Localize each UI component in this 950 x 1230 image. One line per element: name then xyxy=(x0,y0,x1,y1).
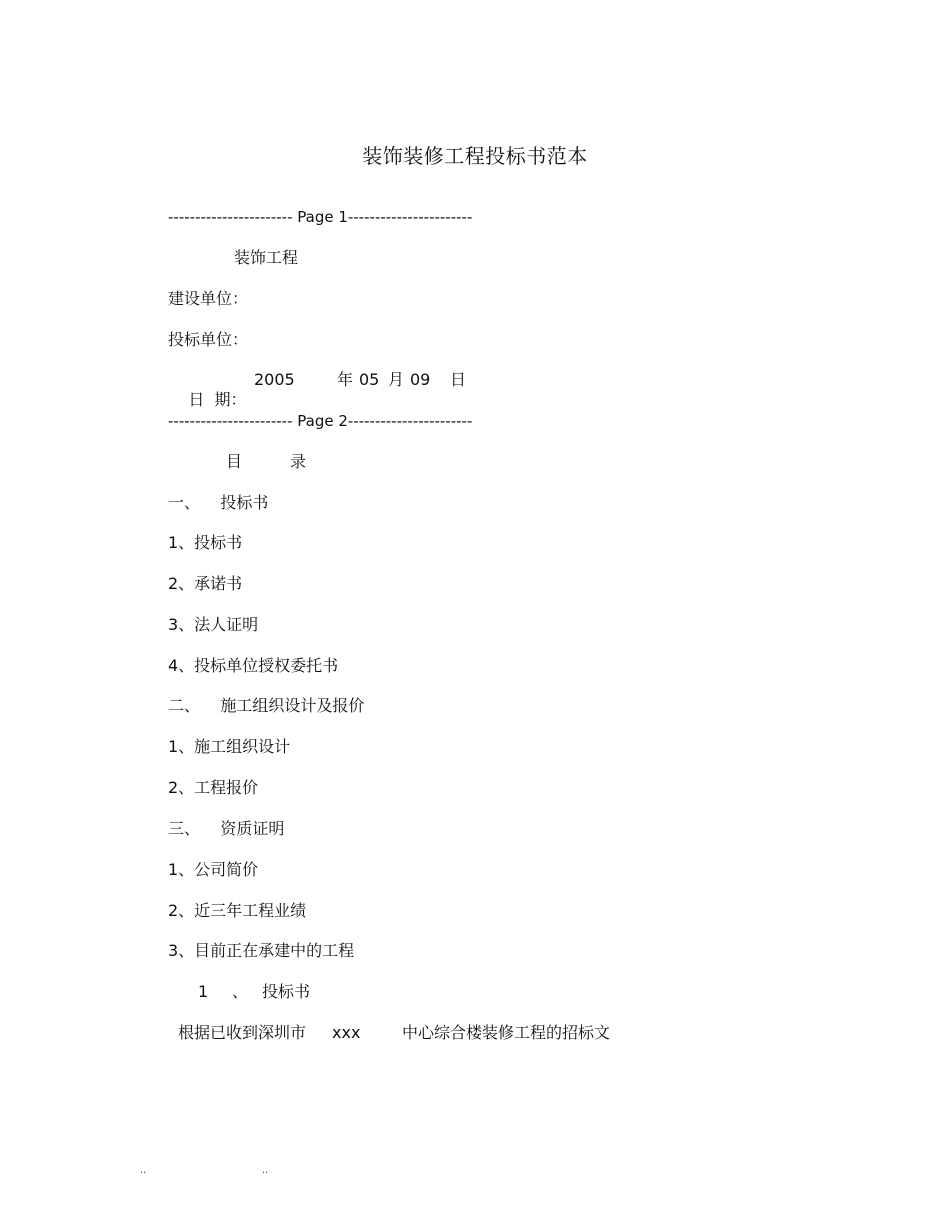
toc-entry: 2、近三年工程业绩 xyxy=(168,901,307,920)
cover-builder-label: 建设单位： xyxy=(168,289,249,308)
date-day-unit: 日 xyxy=(450,370,467,389)
toc-entry: 4、投标单位授权委托书 xyxy=(168,656,339,675)
date-year-unit: 年 xyxy=(337,370,354,389)
section-body-part2: 中心综合楼装修工程的招标文 xyxy=(402,1023,611,1042)
section-heading: 投标书 xyxy=(262,982,311,1001)
document-title: 装饰装修工程投标书范本 xyxy=(362,144,588,168)
page-separator-1: ----------------------- Page 1----------------------- xyxy=(168,208,473,226)
cover-bidder-label: 投标单位： xyxy=(168,330,249,349)
toc-entry: 1、公司简价 xyxy=(168,860,259,879)
toc-entry: 二、 施工组织设计及报价 xyxy=(168,696,365,715)
section-body-part1: 根据已收到深圳市 xyxy=(178,1023,307,1042)
cover-project-name: 装饰工程 xyxy=(234,248,299,267)
date-month: 05 xyxy=(359,370,380,389)
date-day: 09 xyxy=(410,370,431,389)
section-separator: 、 xyxy=(232,982,249,1001)
footer-mark-right: .. xyxy=(262,1165,269,1176)
toc-entry: 2、承诺书 xyxy=(168,574,243,593)
toc-heading-left: 目 xyxy=(226,452,243,471)
toc-entry: 2、工程报价 xyxy=(168,778,259,797)
footer-mark-left: .. xyxy=(140,1165,147,1176)
toc-entry: 1、施工组织设计 xyxy=(168,737,291,756)
section-number: 1 xyxy=(198,982,209,1001)
toc-heading-right: 录 xyxy=(290,452,307,471)
date-year: 2005 xyxy=(254,370,295,389)
toc-entry: 3、法人证明 xyxy=(168,615,259,634)
toc-entry: 三、 资质证明 xyxy=(168,819,285,838)
date-label: 日 期： xyxy=(188,390,247,409)
toc-entry: 3、目前正在承建中的工程 xyxy=(168,941,355,960)
section-body-placeholder: xxx xyxy=(332,1023,361,1042)
toc-entry: 1、投标书 xyxy=(168,533,243,552)
page-separator-2: ----------------------- Page 2----------------------- xyxy=(168,412,473,430)
toc-entry: 一、 投标书 xyxy=(168,493,269,512)
date-month-unit: 月 xyxy=(388,370,405,389)
